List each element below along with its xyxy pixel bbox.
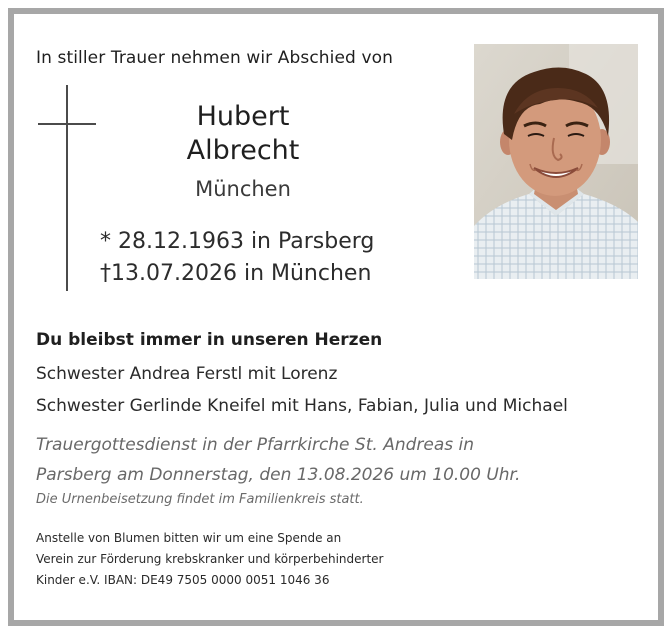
donation-line: Anstelle von Blumen bitten wir um eine Spende an	[36, 531, 342, 545]
service-line: Trauergottesdienst in der Pfarrkirche St. Andreas in	[36, 435, 475, 455]
name-block	[150, 100, 336, 202]
service-line: Parsberg am Donnerstag, den 13.08.2026 um 10.00 Uhr.	[36, 465, 521, 485]
life-dates	[100, 226, 374, 290]
donation-line: Kinder e.V. IBAN: DE49 7505 0000 0051 1046 36	[36, 573, 330, 587]
urn-note: Die Urnenbeisetzung findet im Familienkreis statt.	[36, 492, 364, 507]
donation-line: Verein zur Förderung krebskranker und körperbehinderter	[36, 552, 384, 566]
portrait-photo	[474, 44, 638, 279]
birth-date: * 28.12.1963 in Parsberg	[100, 229, 375, 254]
family-member-line: Schwester Gerlinde Kneifel mit Hans, Fabian, Julia und Michael	[36, 396, 568, 416]
home-city: München	[195, 177, 291, 201]
cross-icon-bar	[38, 123, 96, 125]
donation-request	[36, 528, 383, 591]
family-list	[36, 358, 568, 422]
first-name: Hubert	[196, 101, 290, 132]
last-name: Albrecht	[186, 135, 300, 166]
cross-icon	[66, 85, 68, 291]
portrait-illustration	[474, 44, 638, 279]
service-info	[36, 430, 520, 490]
intro-text: In stiller Trauer nehmen wir Abschied von	[36, 48, 393, 68]
motto-heading: Du bleibst immer in unseren Herzen	[36, 330, 383, 350]
family-member-line: Schwester Andrea Ferstl mit Lorenz	[36, 364, 338, 384]
death-date: †13.07.2026 in München	[100, 261, 372, 286]
